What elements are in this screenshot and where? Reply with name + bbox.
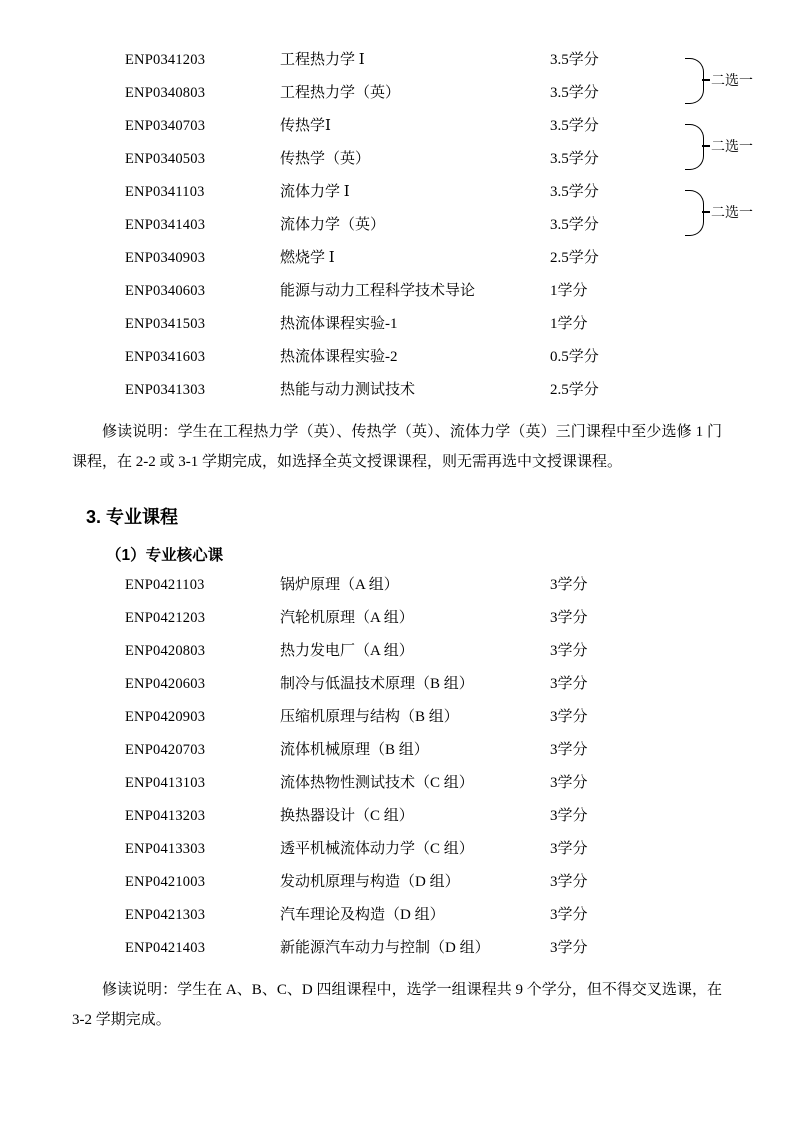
course-title: 流体力学（英） (280, 217, 386, 233)
brace-nub-icon (702, 211, 710, 213)
course-row (70, 312, 724, 345)
course-row (70, 606, 724, 639)
course-row (70, 147, 724, 180)
course-row (70, 738, 724, 771)
course-credit: 3.5学分 (550, 151, 599, 167)
course-row (70, 639, 724, 672)
brace-bracket-icon (685, 58, 704, 104)
brace-label: 二选一 (711, 74, 753, 89)
course-title: 燃烧学 Ⅰ (280, 250, 335, 266)
course-title: 换热器设计（C 组） (280, 808, 414, 824)
course-credit: 3.5学分 (550, 85, 599, 101)
course-code: ENP0340903 (125, 250, 206, 266)
course-credit: 3学分 (550, 610, 588, 626)
course-code: ENP0413203 (125, 808, 206, 824)
course-row (70, 771, 724, 804)
course-code: ENP0341303 (125, 382, 206, 398)
course-code: ENP0421203 (125, 610, 206, 626)
course-row (70, 81, 724, 114)
course-code: ENP0341503 (125, 316, 206, 332)
course-code: ENP0421103 (125, 577, 205, 593)
course-row (70, 48, 724, 81)
course-title: 热能与动力测试技术 (280, 382, 416, 398)
course-credit: 3学分 (550, 940, 588, 956)
core-course-note: 修读说明：学生在 A、B、C、D 四组课程中，选学一组课程共 9 个学分，但不得交叉选课，在 3-2 学期完成。 (72, 982, 722, 1028)
course-credit: 3学分 (550, 676, 588, 692)
course-credit: 2.5学分 (550, 382, 599, 398)
course-title: 流体机械原理（B 组） (280, 742, 429, 758)
course-credit: 3.5学分 (550, 52, 599, 68)
brace-bracket-icon (685, 124, 704, 170)
course-code: ENP0421003 (125, 874, 206, 890)
course-row (70, 804, 724, 837)
course-credit: 3.5学分 (550, 217, 599, 233)
section-heading-major-courses: 3. 专业课程 (86, 507, 179, 527)
course-credit: 3学分 (550, 808, 588, 824)
course-credit: 3学分 (550, 874, 588, 890)
course-code: ENP0340803 (125, 85, 206, 101)
subheading-core-courses: （1）专业核心课 (106, 547, 224, 564)
course-row (70, 114, 724, 147)
course-row (70, 180, 724, 213)
course-row (70, 903, 724, 936)
course-row (70, 279, 724, 312)
course-row (70, 573, 724, 606)
course-title: 透平机械流体动力学（C 组） (280, 841, 474, 857)
course-title: 流体热物性测试技术（C 组） (280, 775, 474, 791)
course-code: ENP0421403 (125, 940, 206, 956)
course-credit: 0.5学分 (550, 349, 599, 365)
course-code: ENP0341403 (125, 217, 206, 233)
course-code: ENP0421303 (125, 907, 206, 923)
course-code: ENP0413303 (125, 841, 206, 857)
course-code: ENP0340503 (125, 151, 206, 167)
course-code: ENP0420603 (125, 676, 206, 692)
foundation-course-group (70, 48, 753, 411)
course-title: 汽车理论及构造（D 组） (280, 907, 445, 923)
course-title: 工程热力学 Ⅰ (280, 52, 365, 68)
core-course-list (70, 573, 724, 969)
course-credit: 3学分 (550, 709, 588, 725)
course-row (70, 705, 724, 738)
course-title: 锅炉原理（A 组） (280, 577, 399, 593)
course-credit: 3学分 (550, 775, 588, 791)
course-code: ENP0413103 (125, 775, 206, 791)
course-title: 热流体课程实验-2 (280, 349, 398, 365)
course-row (70, 213, 724, 246)
course-title: 热流体课程实验-1 (280, 316, 398, 332)
foundation-course-list (70, 48, 724, 411)
brace-nub-icon (702, 145, 710, 147)
course-credit: 3学分 (550, 841, 588, 857)
course-row (70, 837, 724, 870)
course-code: ENP0341603 (125, 349, 206, 365)
course-title: 传热学（英） (280, 151, 371, 167)
course-row (70, 345, 724, 378)
course-code: ENP0420903 (125, 709, 206, 725)
course-title: 汽轮机原理（A 组） (280, 610, 414, 626)
course-title: 能源与动力工程科学技术导论 (280, 283, 476, 299)
course-code: ENP0341203 (125, 52, 206, 68)
course-credit: 3.5学分 (550, 184, 599, 200)
foundation-note: 修读说明：学生在工程热力学（英）、传热学（英）、流体力学（英）三门课程中至少选修 1 门课程，在 2-2 或 3-1 学期完成，如选择全英文授课课程，则无需再选中文授课课程。 (72, 424, 722, 470)
course-title: 热力发电厂（A 组） (280, 643, 414, 659)
course-title: 新能源汽车动力与控制（D 组） (280, 940, 490, 956)
course-credit: 3学分 (550, 907, 588, 923)
course-code: ENP0340603 (125, 283, 206, 299)
course-title: 流体力学 Ⅰ (280, 184, 350, 200)
course-code: ENP0420803 (125, 643, 206, 659)
course-title: 工程热力学（英） (280, 85, 401, 101)
course-credit: 3.5学分 (550, 118, 599, 134)
course-credit: 3学分 (550, 643, 588, 659)
course-credit: 2.5学分 (550, 250, 599, 266)
course-title: 发动机原理与构造（D 组） (280, 874, 460, 890)
course-credit: 3学分 (550, 742, 588, 758)
brace-nub-icon (702, 79, 710, 81)
course-code: ENP0340703 (125, 118, 206, 134)
course-row (70, 672, 724, 705)
course-title: 传热学Ⅰ (280, 118, 331, 134)
course-row (70, 378, 724, 411)
course-title: 制冷与低温技术原理（B 组） (280, 676, 474, 692)
brace-bracket-icon (685, 190, 704, 236)
course-credit: 3学分 (550, 577, 588, 593)
course-row (70, 870, 724, 903)
course-code: ENP0420703 (125, 742, 206, 758)
course-row (70, 246, 724, 279)
course-credit: 1学分 (550, 316, 588, 332)
brace-label: 二选一 (711, 206, 753, 221)
course-row (70, 936, 724, 969)
course-code: ENP0341103 (125, 184, 205, 200)
brace-label: 二选一 (711, 140, 753, 155)
course-credit: 1学分 (550, 283, 588, 299)
course-title: 压缩机原理与结构（B 组） (280, 709, 459, 725)
